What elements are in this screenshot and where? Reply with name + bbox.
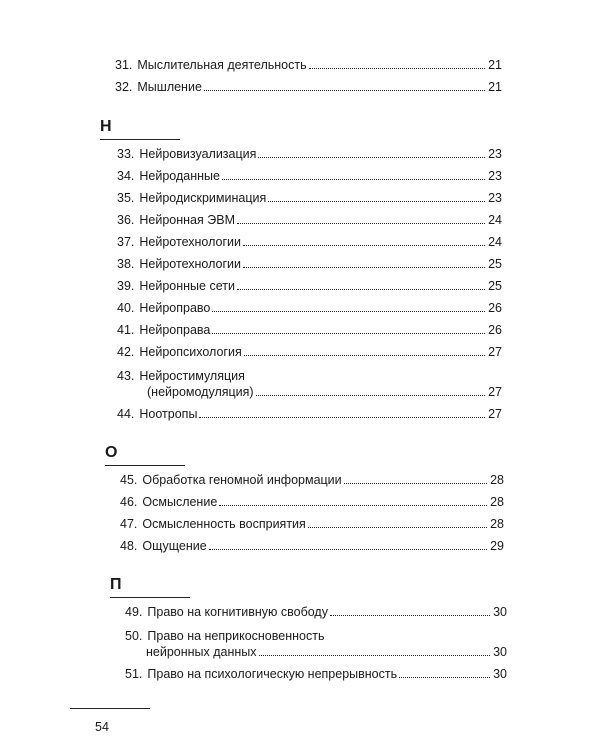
page-number: 54 [95, 720, 109, 734]
entry-number: 42. [117, 345, 135, 359]
entry-page: 21 [488, 80, 502, 94]
entry-page: 23 [488, 191, 502, 205]
entry-title: Ноотропы [139, 407, 198, 421]
toc-entry-45 [120, 472, 504, 488]
toc-entry-33 [117, 146, 502, 162]
toc-entry-43-continuation [147, 384, 502, 400]
toc-entry-34 [117, 168, 502, 184]
dot-leader [212, 333, 485, 334]
entry-title: Мышление [137, 80, 202, 94]
toc-entry-42 [117, 344, 502, 360]
entry-title: Нейроправо [139, 301, 211, 315]
toc-entry-40 [117, 300, 502, 316]
entry-number: 38. [117, 257, 135, 271]
entry-title: Нейроправа [139, 323, 211, 337]
entry-number: 37. [117, 235, 135, 249]
entry-number: 39. [117, 279, 135, 293]
toc-entry-35 [117, 190, 502, 206]
entry-title-continued: нейронных данных [146, 645, 257, 659]
entry-title: Мыслительная деятельность [137, 58, 307, 72]
toc-entry-49 [125, 604, 507, 620]
entry-page: 23 [488, 147, 502, 161]
section-letter-n: Н [100, 118, 180, 140]
entry-title: Осмысленность восприятия [142, 517, 306, 531]
entry-number: 51. [125, 667, 143, 681]
entry-page: 29 [490, 539, 504, 553]
entry-number: 33. [117, 147, 135, 161]
entry-title: Обработка геномной информации [142, 473, 342, 487]
entry-number: 50. [125, 629, 143, 643]
entry-number: 31. [115, 58, 133, 72]
entry-number: 46. [120, 495, 138, 509]
toc-entry-48 [120, 538, 504, 554]
entry-page: 28 [490, 517, 504, 531]
toc-entry-44 [117, 406, 502, 422]
dot-leader [258, 157, 485, 158]
toc-entry-51 [125, 666, 507, 682]
dot-leader [243, 267, 485, 268]
dot-leader [244, 355, 485, 356]
entry-number: 41. [117, 323, 135, 337]
entry-page: 25 [488, 279, 502, 293]
entry-page: 26 [488, 323, 502, 337]
entry-page: 21 [488, 58, 502, 72]
dot-leader [309, 68, 485, 69]
entry-page: 26 [488, 301, 502, 315]
toc-entry-41 [117, 322, 502, 338]
entry-number: 45. [120, 473, 138, 487]
entry-number: 47. [120, 517, 138, 531]
toc-entry-39 [117, 278, 502, 294]
entry-title: Нейротехнологии [139, 257, 241, 271]
dot-leader [243, 245, 485, 246]
entry-title: Нейродискриминация [139, 191, 267, 205]
entry-number: 40. [117, 301, 135, 315]
entry-title: Нейропсихология [139, 345, 242, 359]
dot-leader [199, 417, 485, 418]
entry-page: 24 [488, 235, 502, 249]
dot-leader [330, 615, 490, 616]
entry-title: Право на когнитивную свободу [147, 605, 328, 619]
entry-title: Нейротехнологии [139, 235, 241, 249]
dot-leader [308, 527, 487, 528]
toc-entry-46 [120, 494, 504, 510]
entry-number: 36. [117, 213, 135, 227]
footer-rule [70, 708, 150, 709]
entry-number: 44. [117, 407, 135, 421]
dot-leader [204, 90, 485, 91]
entry-title: Ощущение [142, 539, 207, 553]
entry-number: 43. [117, 369, 135, 383]
dot-leader [256, 395, 486, 396]
section-letter-p: П [110, 576, 190, 598]
entry-page: 27 [488, 345, 502, 359]
entry-title: Нейроданные [139, 169, 220, 183]
entry-page: 27 [488, 407, 502, 421]
entry-number: 34. [117, 169, 135, 183]
entry-title: Осмысление [142, 495, 218, 509]
dot-leader [237, 289, 485, 290]
entry-page: 27 [488, 385, 502, 399]
toc-entry-37 [117, 234, 502, 250]
dot-leader [209, 549, 487, 550]
entry-title: Право на неприкосновенность [147, 629, 325, 643]
toc-entry-50-continuation [146, 644, 507, 660]
dot-leader [237, 223, 485, 224]
entry-number: 48. [120, 539, 138, 553]
entry-number: 32. [115, 80, 133, 94]
entry-page: 30 [493, 645, 507, 659]
entry-title: Нейронные сети [139, 279, 235, 293]
entry-title-continued: (нейромодуляция) [147, 385, 254, 399]
entry-page: 28 [490, 473, 504, 487]
entry-page: 30 [493, 667, 507, 681]
entry-number: 49. [125, 605, 143, 619]
dot-leader [259, 655, 491, 656]
dot-leader [268, 201, 485, 202]
entry-page: 28 [490, 495, 504, 509]
entry-page: 24 [488, 213, 502, 227]
entry-page: 30 [493, 605, 507, 619]
toc-entry-50 [125, 628, 507, 644]
section-letter-o: О [105, 444, 185, 466]
entry-title: Нейростимуляция [139, 369, 245, 383]
toc-entry-38 [117, 256, 502, 272]
toc-entry-36 [117, 212, 502, 228]
toc-entry-47 [120, 516, 504, 532]
entry-page: 23 [488, 169, 502, 183]
toc-entry-31 [115, 57, 502, 73]
entry-title: Нейронная ЭВМ [139, 213, 235, 227]
entry-title: Право на психологическую непрерывность [147, 667, 398, 681]
dot-leader [219, 505, 487, 506]
entry-number: 35. [117, 191, 135, 205]
toc-entry-43 [117, 368, 502, 384]
toc-entry-32 [115, 79, 502, 95]
dot-leader [344, 483, 487, 484]
dot-leader [222, 179, 485, 180]
entry-title: Нейровизуализация [139, 147, 257, 161]
entry-page: 25 [488, 257, 502, 271]
dot-leader [212, 311, 485, 312]
dot-leader [399, 677, 490, 678]
